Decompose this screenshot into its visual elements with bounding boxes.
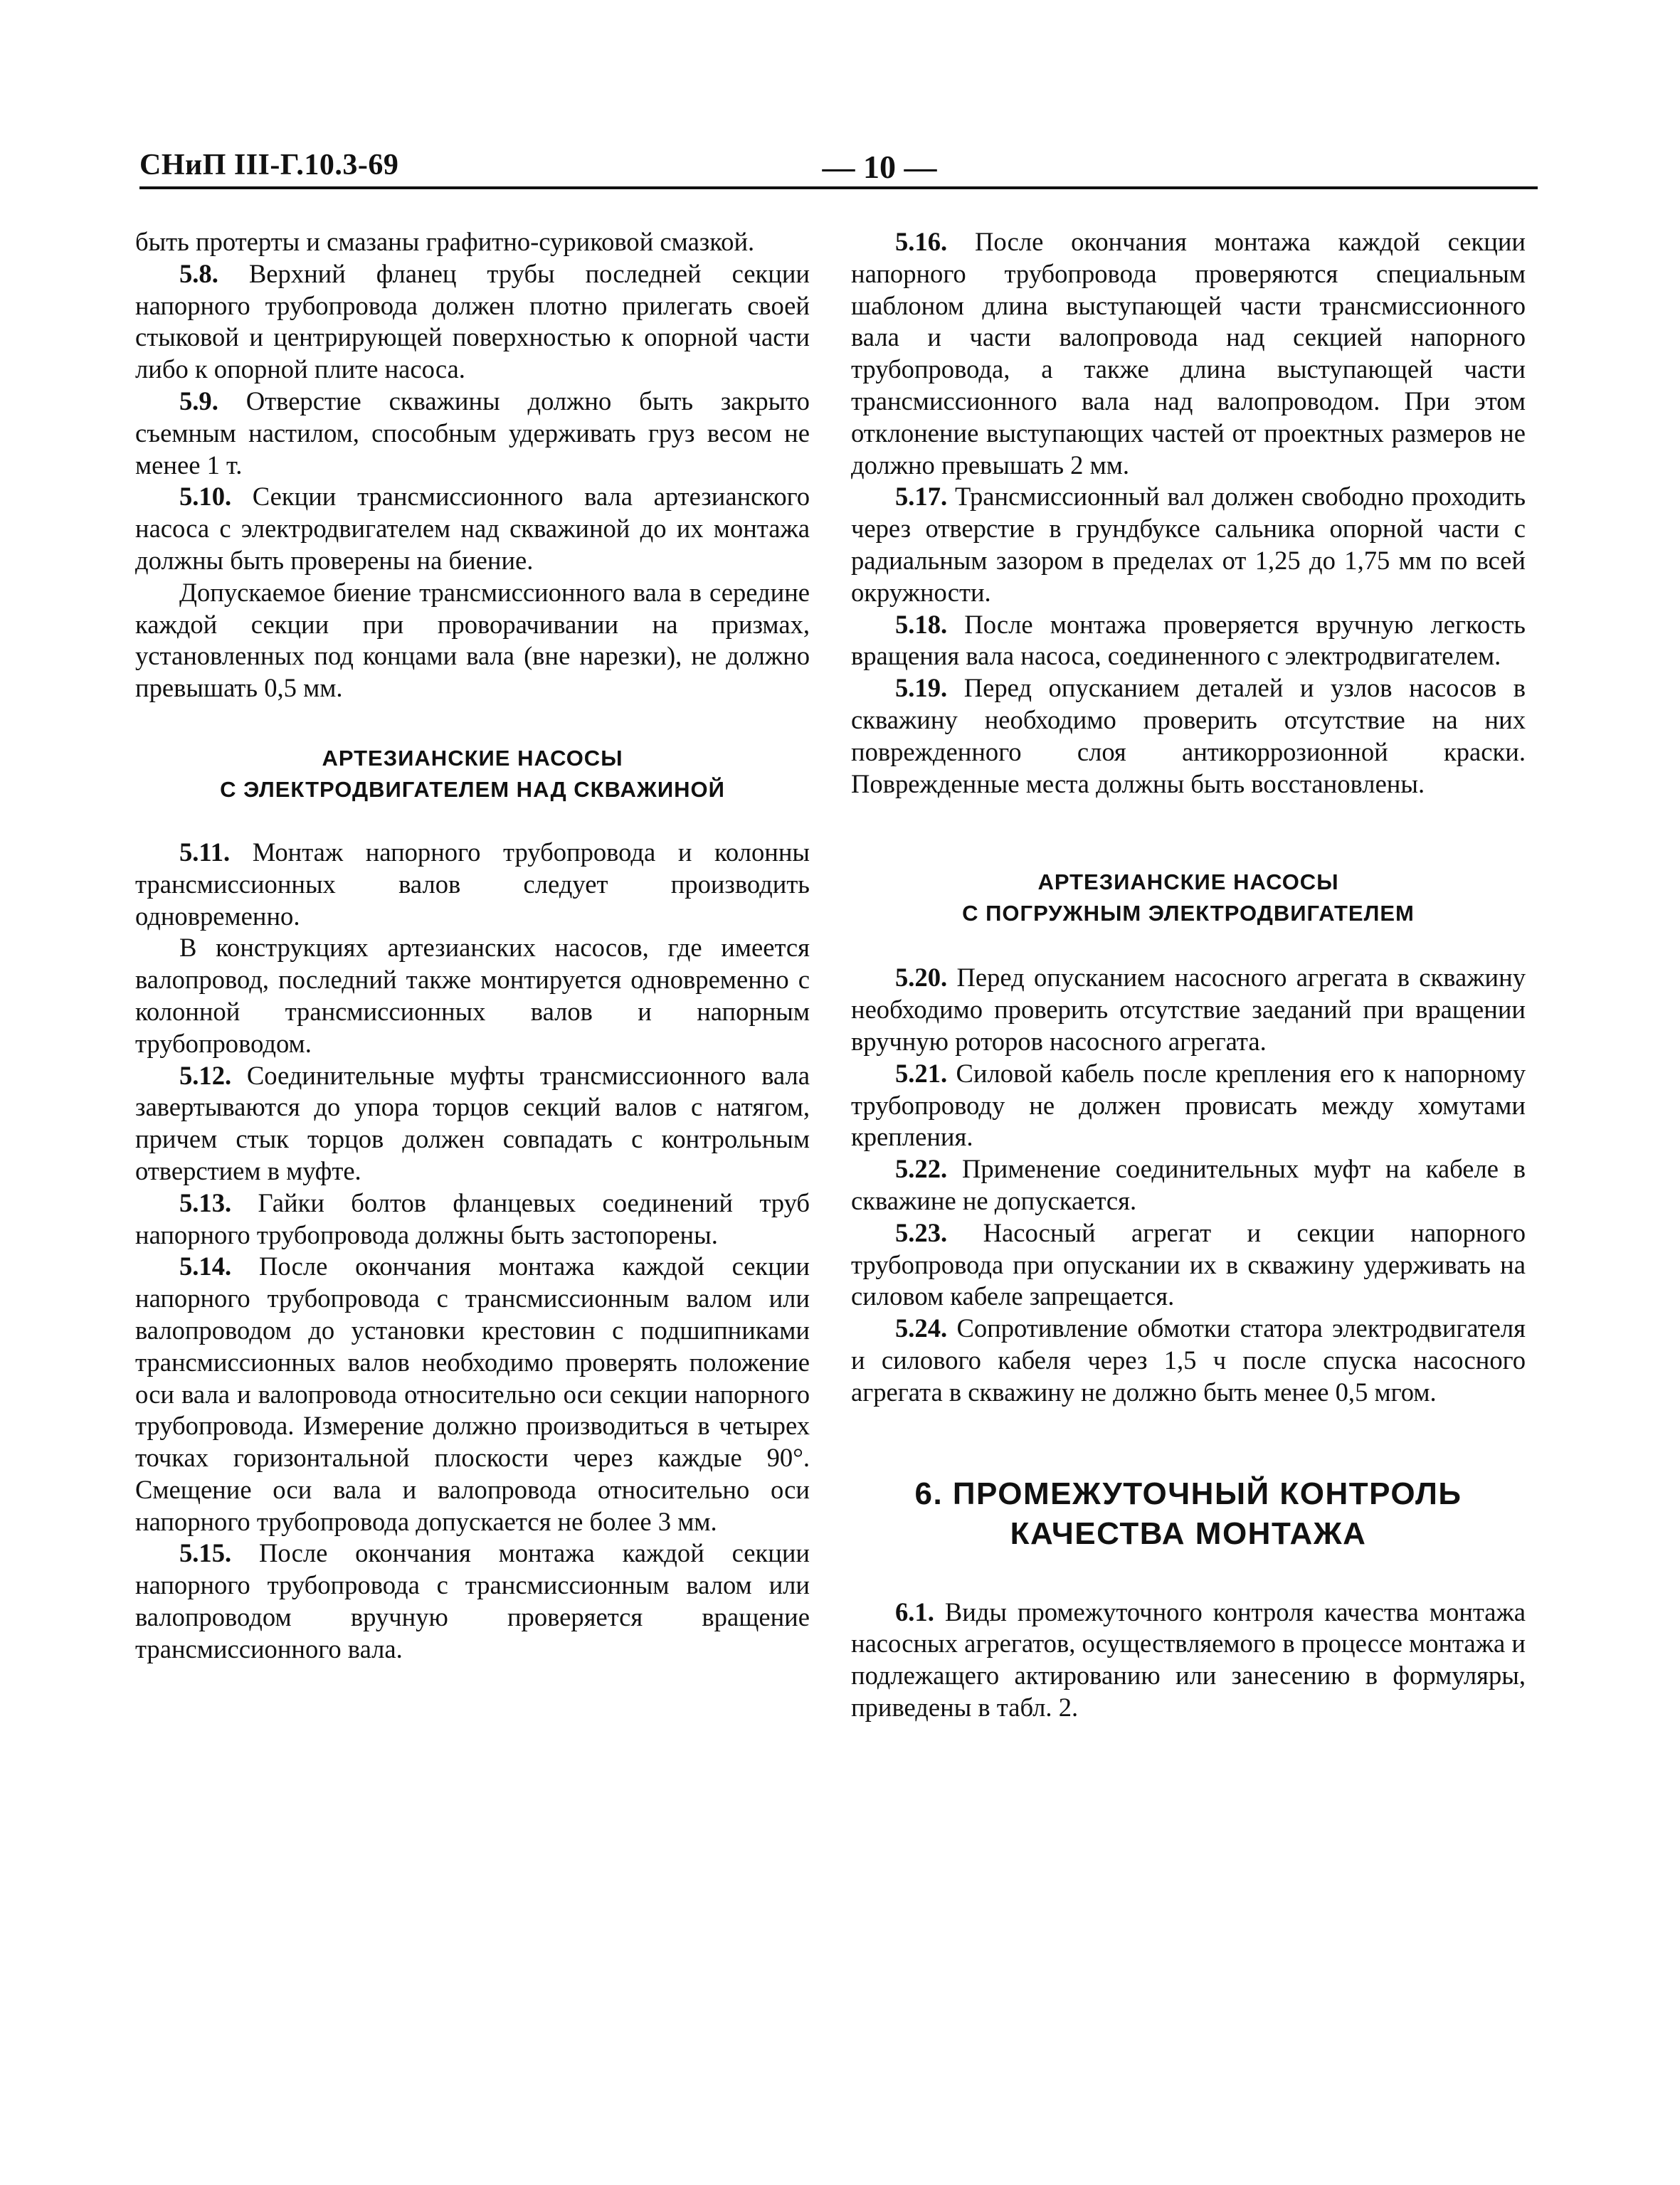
paragraph-number: 5.10. xyxy=(179,482,232,512)
paragraph-text: Виды промежуточного контроля качества монтажа насосных агрегатов, осуществляемого в процессе монтажа и подлежащего актированию или занесению в формуляры, приведены в табл. 2. xyxy=(851,1597,1526,1722)
paragraph-5-23 xyxy=(851,1217,1526,1313)
paragraph-5-12 xyxy=(135,1060,810,1187)
paragraph-text: Монтаж напорного трубопровода и колонны трансмиссионных валов следует производить одновременно. xyxy=(135,837,810,931)
paragraph-text: После окончания монтажа каждой секции напорного трубопровода проверяются специальным шаблоном длина выступающей части трансмиссионного вала и части валопровода над секцией напорного трубопровода, а также длина выступающей части трансмиссионного вала над валопроводом. При этом отклонение выступающих частей от проектных размеров не должно превышать 2 мм. xyxy=(851,227,1526,480)
page-number: — 10 — xyxy=(822,149,937,185)
section-heading-surface-motor xyxy=(135,743,810,805)
paragraph-number: 5.20. xyxy=(895,963,948,993)
paragraph-number: 5.23. xyxy=(895,1217,948,1247)
paragraph-number: 5.24. xyxy=(895,1313,948,1343)
paragraph-5-24 xyxy=(851,1313,1526,1408)
paragraph-text: Верхний фланец трубы последней секции напорного трубопровода должен плотно прилегать своей стыковой и центрирующей поверхностью к опорной части либо к опорной плите насоса. xyxy=(135,258,810,384)
paragraph-5-20 xyxy=(851,962,1526,1057)
section-heading-line: С ЭЛЕКТРОДВИГАТЕЛЕМ НАД СКВАЖИНОЙ xyxy=(220,776,725,802)
section-heading-submersible-motor xyxy=(851,867,1526,929)
paragraph-5-10 xyxy=(135,481,810,576)
right-column xyxy=(851,226,1526,1724)
paragraph-text: Силовой кабель после крепления его к напорному трубопроводу не должен провисать между хомутами крепления. xyxy=(851,1058,1526,1152)
paragraph-number: 5.18. xyxy=(895,609,948,639)
paragraph-5-22 xyxy=(851,1153,1526,1217)
paragraph-6-1 xyxy=(851,1597,1526,1724)
paragraph-5-17 xyxy=(851,481,1526,608)
paragraph-5-11 xyxy=(135,837,810,932)
paragraph-text: Перед опусканием насосного агрегата в скважину необходимо проверить отсутствие заеданий при вращении вручную роторов насосного агрегата. xyxy=(851,963,1526,1056)
paragraph-number: 5.9. xyxy=(179,386,218,416)
paragraph-text: Соединительные муфты трансмиссионного вала завертываются до упора торцов секций валов с натягом, причем стык торцов должен совпадать с контрольным отверстием в муфте. xyxy=(135,1060,810,1185)
paragraph-number: 5.15. xyxy=(179,1538,232,1568)
paragraph-5-13 xyxy=(135,1187,810,1252)
paragraph-number: 5.12. xyxy=(179,1060,232,1090)
paragraph-5-14 xyxy=(135,1251,810,1538)
section-heading-line: С ПОГРУЖНЫМ ЭЛЕКТРОДВИГАТЕЛЕМ xyxy=(962,901,1415,926)
paragraph-text: Сопротивление обмотки статора электродвигателя и силового кабеля через 1,5 ч после спуска насосного агрегата в скважину не должно быть менее 0,5 мгом. xyxy=(851,1313,1526,1407)
paragraph-number: 5.17. xyxy=(895,482,948,512)
paragraph-continuation: быть протерты и смазаны графитно-суриковой смазкой. xyxy=(135,227,755,256)
paragraph-text: Трансмиссионный вал должен свободно проходить через отверстие в грундбуксе сальника опорной части с радиальным зазором в пределах от 1,25 до 1,75 мм по всей окружности. xyxy=(851,482,1526,607)
paragraph-text: Применение соединительных муфт на кабеле в скважине не допускается. xyxy=(851,1154,1526,1215)
paragraph-text: После монтажа проверяется вручную легкость вращения вала насоса, соединенного с электродвигателем. xyxy=(851,609,1526,671)
paragraph-5-21 xyxy=(851,1058,1526,1153)
paragraph-text: Гайки болтов фланцевых соединений труб напорного трубопровода должны быть застопорены. xyxy=(135,1187,810,1249)
paragraph-5-18 xyxy=(851,609,1526,673)
paragraph-text: Насосный агрегат и секции напорного трубопровода при опускании их в скважину удерживать на силовом кабеле запрещается. xyxy=(851,1217,1526,1311)
chapter-heading-line: КАЧЕСТВА МОНТАЖА xyxy=(1010,1515,1367,1551)
chapter-heading-6 xyxy=(851,1474,1526,1554)
paragraph-text: Секции трансмиссионного вала артезианского насоса с электродвигателем над скважиной до их монтажа должны быть проверены на биение. xyxy=(135,482,810,575)
paragraph-text: После окончания монтажа каждой секции напорного трубопровода с трансмиссионным валом или валопроводом вручную проверяется вращение трансмиссионного вала. xyxy=(135,1538,810,1663)
paragraph-number: 5.13. xyxy=(179,1187,232,1217)
paragraph-number: 5.8. xyxy=(179,258,218,288)
paragraph-5-8 xyxy=(135,258,810,386)
paragraph-5-15 xyxy=(135,1538,810,1665)
paragraph-number: 5.11. xyxy=(179,837,231,867)
paragraph-number: 6.1. xyxy=(895,1597,934,1626)
paragraph-5-11-continued: В конструкциях артезианских насосов, где имеется валопровод, последний также монтируется одновременно с колонной трансмиссионных валов и напорным трубопроводом. xyxy=(135,933,810,1058)
paragraph-text: Перед опусканием деталей и узлов насосов в скважину необходимо проверить отсутствие на них поврежденного слоя антикоррозионной краски. Поврежденные места должны быть восстановлены. xyxy=(851,673,1526,798)
document-code: СНиП III-Г.10.3-69 xyxy=(139,149,399,181)
paragraph-text: После окончания монтажа каждой секции напорного трубопровода с трансмиссионным валом или валопроводом до установки крестовин с подшипниками трансмиссионных валов необходимо проверять положение оси вала и валопровода относительно оси секции напорного трубопровода. Измерение должно производиться в четырех точках горизонтальной плоскости через каждые 90°. Смещение оси вала и валопровода относительно оси напорного трубопровода допускается не более 3 мм. xyxy=(135,1252,810,1536)
paragraph-number: 5.16. xyxy=(895,227,948,256)
section-heading-line: АРТЕЗИАНСКИЕ НАСОСЫ xyxy=(322,745,623,771)
section-heading-line: АРТЕЗИАНСКИЕ НАСОСЫ xyxy=(1037,869,1339,895)
paragraph-5-10-continued: Допускаемое биение трансмиссионного вала в середине каждой секции при проворачивании на призмах, установленных под концами вала (вне нарезки), не должно превышать 0,5 мм. xyxy=(135,577,810,703)
paragraph-text: Отверстие скважины должно быть закрыто съемным настилом, способным удерживать груз весом не менее 1 т. xyxy=(135,386,810,480)
chapter-heading-line: 6. ПРОМЕЖУТОЧНЫЙ КОНТРОЛЬ xyxy=(914,1476,1462,1511)
left-column xyxy=(135,226,810,1666)
paragraph-5-16 xyxy=(851,226,1526,481)
paragraph-5-19 xyxy=(851,672,1526,800)
paragraph-number: 5.14. xyxy=(179,1252,232,1281)
paragraph-number: 5.19. xyxy=(895,673,948,703)
paragraph-number: 5.21. xyxy=(895,1058,948,1088)
paragraph-number: 5.22. xyxy=(895,1154,948,1184)
header-rule xyxy=(139,186,1538,189)
paragraph-5-9 xyxy=(135,386,810,481)
page-header xyxy=(139,148,1538,191)
